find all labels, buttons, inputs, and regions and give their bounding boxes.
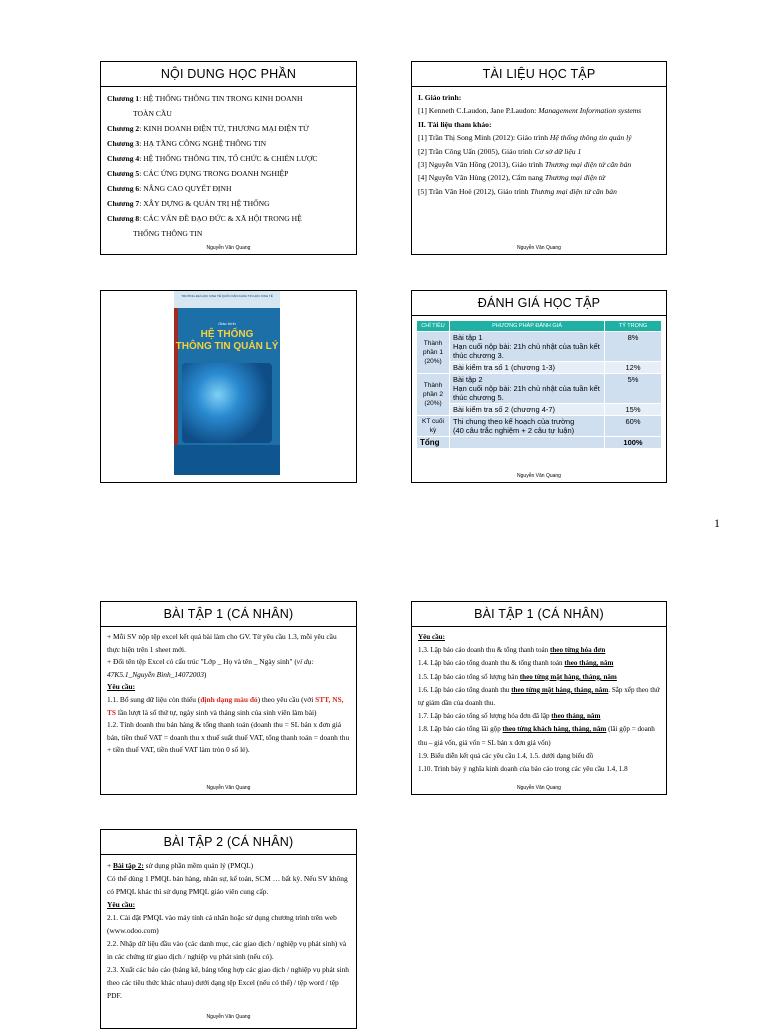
cover-bottom-band: [174, 445, 280, 475]
slide-course-content: [100, 61, 357, 255]
requirement-text: 1.9. Biểu diễn kết quả các yêu cầu 1.4, 1.5. dưới dạng biểu đồ: [418, 751, 594, 760]
reference-list: [418, 131, 660, 198]
weight-cell: 15%: [605, 404, 662, 416]
reference-item: [418, 131, 660, 144]
method-cell: Thi chung theo kế hoạch của trường (40 câu trắc nghiệm + 2 câu tự luận): [450, 416, 605, 437]
table-row: [417, 374, 662, 404]
requirement-item: [418, 750, 660, 763]
requirement-text: 1.6. Lập báo cáo tổng doanh thu: [418, 685, 512, 694]
assignment2-intro: + Bài tập 2: sử dụng phần mềm quản lý (PMQL): [107, 861, 254, 870]
chapter-title: : HẠ TẦNG CÔNG NGHỆ THÔNG TIN: [139, 139, 267, 148]
reference-title: Cơ sở dữ liệu 1: [534, 146, 582, 156]
requirement-item: [418, 723, 660, 749]
requirements-heading: Yêu cầu:: [107, 900, 136, 909]
requirement-emphasis: theo tháng, năm: [551, 712, 601, 721]
chapter-label: Chương 8: [107, 214, 140, 223]
chapter-item: [107, 151, 350, 166]
textbook-ref: [1] Kenneth C.Laudon, Jane P.Laudon: Management Information systems: [418, 106, 642, 116]
slide-footer: Nguyễn Văn Quang: [517, 785, 561, 791]
page-number: 1: [714, 516, 720, 530]
component-name: Thành phần 2 (20%): [417, 374, 450, 416]
chapter-item: [107, 166, 350, 181]
total-spacer: [450, 437, 605, 449]
chapter-title: : NÂNG CAO QUYẾT ĐỊNH: [139, 184, 232, 193]
slide-footer: Nguyễn Văn Quang: [517, 245, 561, 251]
reference-item: [418, 185, 660, 198]
requirement-text: 1.7. Lập báo cáo tổng số lượng hóa đơn đã lập: [418, 712, 552, 721]
cover-subtitle: Giáo trình: [218, 321, 236, 326]
requirement-2-3: 2.3. Xuất các báo cáo (bảng kê, bảng tổng hợp các giao dịch / nghiệp vụ phát sinh theo các tiêu thức khác nhau) dưới dạng tệp Excel (nếu có thể) / tệp word / tệp PDF.: [107, 965, 349, 1000]
weight-cell: 8%: [605, 332, 662, 362]
component-name: KT cuối kỳ: [417, 416, 450, 437]
reference-text: [2] Trần Công Uẩn (2005), Giáo trình: [418, 146, 535, 156]
reference-text: [4] Nguyễn Văn Hùng (2012), Cẩm nang: [418, 173, 545, 183]
table-header: PHƯƠNG PHÁP ĐÁNH GIÁ: [450, 321, 605, 332]
requirements-heading: Yêu cầu:: [418, 633, 445, 641]
slide-assignment1-part2: [411, 601, 667, 795]
chapter-label: Chương 6: [107, 184, 140, 193]
slide-footer: Nguyễn Văn Quang: [517, 473, 561, 479]
chapter-list: [101, 87, 356, 241]
chapter-item: [107, 136, 350, 151]
total-value: 100%: [605, 437, 662, 449]
table-row: [417, 362, 662, 374]
cover-artwork: [182, 363, 272, 443]
chapter-item: [107, 121, 350, 136]
slide-study-materials: [411, 61, 667, 255]
weight-cell: 5%: [605, 374, 662, 404]
paragraph: + Đổi tên tệp Excel có cấu trúc "Lớp _ Họ và tên _ Ngày sinh" (ví dụ: 47K5.1_Nguyễn Bình_14072003): [107, 657, 314, 679]
chapter-title: : KINH DOANH ĐIỆN TỬ, THƯƠNG MẠI ĐIỆN TỬ: [139, 124, 309, 133]
slide-title: BÀI TẬP 2 (CÁ NHÂN): [101, 830, 356, 855]
requirement-item: [418, 671, 660, 684]
chapter-item: [107, 181, 350, 196]
chapter-title: : CÁC ỨNG DỤNG TRONG DOANH NGHIỆP: [139, 169, 289, 178]
cover-header-band: TRƯỜNG ĐẠI HỌC KINH TẾ QUỐC DÂN KHOA TIN HỌC KINH TẾ: [174, 291, 280, 308]
chapter-item: [107, 196, 350, 211]
slide-title: BÀI TẬP 1 (CÁ NHÂN): [101, 602, 356, 627]
requirement-2-1: 2.1. Cài đặt PMQL vào máy tính cá nhân hoặc sử dụng chương trình trên web (www.odoo.com): [107, 913, 337, 935]
component-name: Thành phần 1 (20%): [417, 332, 450, 374]
requirement-2-2: 2.2. Nhập dữ liệu đầu vào (các danh mục, các giao dịch / nghiệp vụ phát sinh) và in các chứng từ giao dịch / nghiệp vụ phát sinh (nếu có).: [107, 939, 347, 961]
requirement-list: [418, 644, 660, 776]
chapter-label: Chương 7: [107, 199, 140, 208]
requirement-item: [418, 684, 660, 710]
reference-text: [3] Nguyễn Văn Hồng (2013), Giáo trình: [418, 160, 545, 170]
requirement-text: 1.5. Lập báo cáo tổng số lượng bán: [418, 672, 520, 681]
reference-title: Thương mại điện tử căn bản: [544, 160, 632, 170]
cover-title: HỆ THỐNG THÔNG TIN QUẢN LÝ: [175, 329, 279, 352]
slide-assessment: [411, 290, 667, 483]
table-header: CHỈ TIÊU: [417, 321, 450, 332]
table-row: [417, 404, 662, 416]
weight-cell: 60%: [605, 416, 662, 437]
chapter-label: Chương 3: [107, 139, 140, 148]
section-references: II. Tài liệu tham khảo:: [418, 119, 492, 129]
total-label: Tổng: [417, 437, 450, 449]
table-row: [417, 416, 662, 437]
chapter-label: Chương 2: [107, 124, 140, 133]
requirement-text-end: . Sắp xếp theo thứ tự giảm dần của doanh thu.: [418, 685, 660, 708]
book-cover-image: [174, 291, 280, 475]
paragraph: Có thể dùng 1 PMQL bán hàng, nhân sự, kế toán, SCM … bất kỳ. Nếu SV không có PMQL khác thì sử dụng PMQL giáo viên cung cấp.: [107, 874, 348, 896]
requirement-emphasis: theo từng khách hàng, tháng, năm: [502, 725, 607, 734]
requirement-text-end: (lãi gộp = doanh thu – giá vốn, giá vốn = SL bán x đơn giá vốn): [418, 725, 655, 747]
slide-assignment1-part1: [100, 601, 357, 795]
requirements-heading: Yêu cầu:: [107, 682, 136, 692]
requirement-emphasis: theo từng mặt hàng, tháng, năm: [519, 672, 617, 681]
requirement-item: [418, 710, 660, 723]
chapter-title: : CÁC VẤN ĐỀ ĐẠO ĐỨC & XÃ HỘI TRONG HỆ: [139, 214, 302, 223]
requirement-emphasis: theo từng hóa đơn: [550, 646, 606, 655]
slide-footer: Nguyễn Văn Quang: [206, 785, 251, 791]
method-cell: Bài kiểm tra số 1 (chương 1-3): [450, 362, 605, 374]
chapter-item: [107, 211, 350, 241]
requirement-text: 1.3. Lập báo cáo doanh thu & tổng thanh toán: [418, 646, 550, 655]
chapter-item: [107, 91, 350, 121]
chapter-label: Chương 1: [107, 94, 140, 103]
reference-item: [418, 171, 660, 184]
requirement-emphasis: theo tháng, năm: [564, 659, 614, 668]
requirement-1-2: 1.2. Tính doanh thu bán hàng & tổng thanh toán (doanh thu = SL bán x đơn giá bán, tiền thuế VAT = doanh thu x thuế suất thuế VAT, tổng thanh toán = doanh thu + tiền thuế VAT, tiền thuế VAT làm tròn 0 số lẻ).: [107, 720, 350, 755]
slide-footer: Nguyễn Văn Quang: [206, 245, 251, 251]
table-row: [417, 332, 662, 362]
chapter-title-cont: THỐNG THÔNG TIN: [133, 229, 203, 238]
reference-title: Hệ thống thông tin quản lý: [549, 133, 632, 143]
requirement-1-1: 1.1. Bổ sung dữ liệu còn thiếu (định dạng màu đỏ) theo yêu cầu (với STT, NS, TS lần lượt là số thứ tự, ngày sinh và tháng sinh của sinh viên làm bài): [107, 694, 344, 717]
chapter-label: Chương 4: [107, 154, 140, 163]
requirement-item: [418, 763, 660, 776]
chapter-title: : HỆ THỐNG THÔNG TIN, TỔ CHỨC & CHIẾN LƯỢC: [139, 154, 318, 163]
slide-assignment2: [100, 829, 357, 1029]
reference-text: [1] Trần Thị Song Minh (2012): Giáo trình: [418, 133, 550, 143]
reference-title: Thương mại điện tử: [544, 173, 606, 183]
requirement-item: [418, 657, 660, 670]
reference-title: Thương mại điện tử căn bản: [530, 186, 617, 196]
requirement-text: 1.8. Lập báo cáo tổng lãi gộp: [418, 725, 503, 734]
method-cell: Bài tập 2 Hạn cuối nộp bài: 21h chủ nhật của tuần kết thúc chương 5.: [450, 374, 605, 404]
paragraph: + Mỗi SV nộp tệp excel kết quả bài làm cho GV. Từ yêu cầu 1.3, mỗi yêu cầu thực hiện trên 1 sheet mới.: [107, 632, 337, 654]
reference-text: [5] Trần Văn Hoè (2012), Giáo trình: [418, 186, 531, 196]
slide-title: BÀI TẬP 1 (CÁ NHÂN): [412, 602, 666, 627]
method-cell: Bài kiểm tra số 2 (chương 4-7): [450, 404, 605, 416]
chapter-label: Chương 5: [107, 169, 140, 178]
weight-cell: 12%: [605, 362, 662, 374]
slide-footer: Nguyễn Văn Quang: [206, 1014, 251, 1020]
table-row-total: [417, 437, 662, 449]
slide-title: TÀI LIỆU HỌC TẬP: [412, 62, 666, 87]
chapter-title: : XÂY DỰNG & QUẢN TRỊ HỆ THỐNG: [139, 199, 270, 208]
slide-title: NỘI DUNG HỌC PHẦN: [101, 62, 356, 87]
requirement-emphasis: theo từng mặt hàng, tháng, năm: [511, 685, 609, 694]
chapter-title: : HỆ THỐNG THÔNG TIN TRONG KINH DOANH: [139, 94, 303, 103]
requirement-text: 1.4. Lập báo cáo tổng doanh thu & tổng thanh toán: [418, 659, 565, 668]
slide-title: ĐÁNH GIÁ HỌC TẬP: [412, 291, 666, 316]
table-header: TỶ TRỌNG: [605, 321, 662, 332]
method-cell: Bài tập 1 Hạn cuối nộp bài: 21h chủ nhật của tuần kết thúc chương 3.: [450, 332, 605, 362]
requirement-item: [418, 644, 660, 657]
chapter-title-cont: TOÀN CẦU: [133, 109, 172, 118]
reference-item: [418, 158, 660, 171]
reference-item: [418, 145, 660, 158]
requirement-text: 1.10. Trình bày ý nghĩa kinh doanh của báo cáo trong các yêu cầu 1.4, 1.8: [418, 765, 628, 774]
section-textbook: I. Giáo trình:: [418, 93, 462, 102]
assessment-table: [416, 320, 662, 449]
